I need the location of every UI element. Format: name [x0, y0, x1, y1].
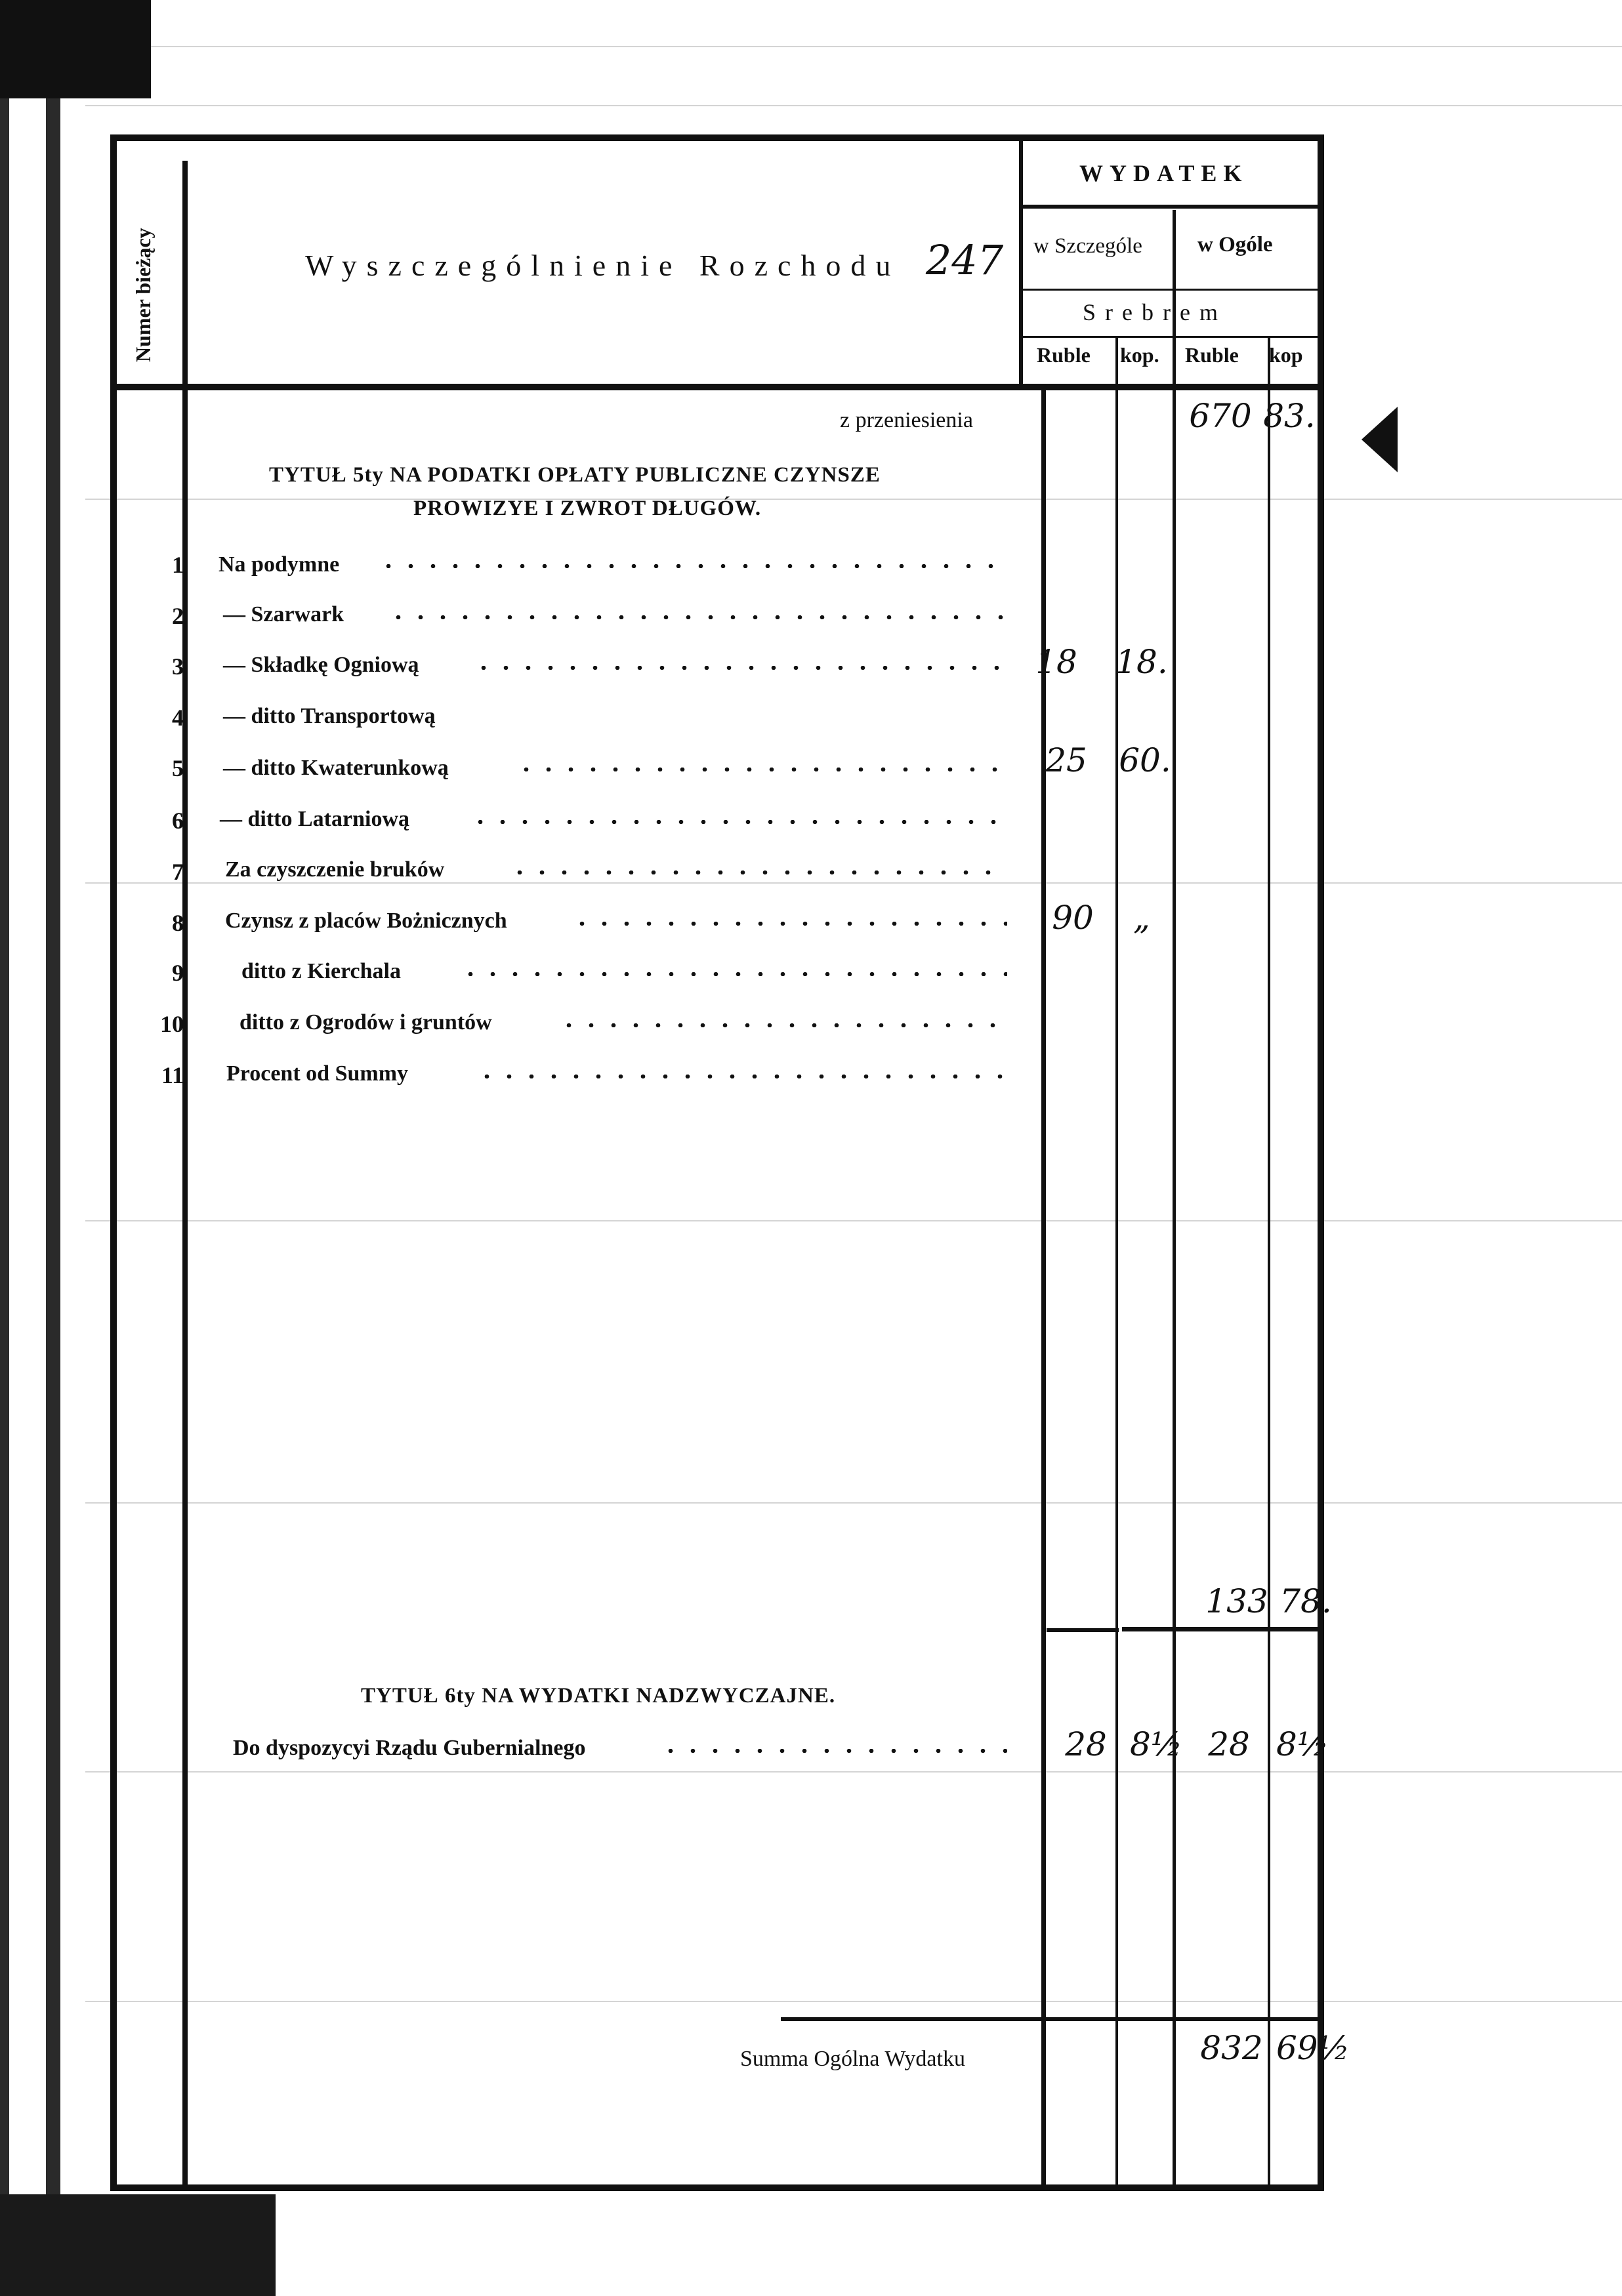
row-label: — ditto Latarniową — [220, 807, 409, 831]
w-szczegole-header: w Szczególe — [1033, 234, 1142, 258]
row-number: 10 — [160, 1011, 184, 1037]
numer-biezacy-header: Numer bieżący — [131, 228, 155, 362]
row-label: Za czyszczenie bruków — [225, 857, 445, 882]
row-label: ditto z Kierchala — [241, 959, 401, 983]
leader-dots — [476, 1075, 1007, 1078]
ruble-header-1: Ruble — [1037, 343, 1091, 367]
row-label: — Składkę Ogniową — [223, 653, 419, 677]
row-number: 4 — [172, 705, 184, 731]
page-number: 247 — [925, 236, 1004, 284]
row-label: Czynsz z placów Bożnicznych — [225, 909, 507, 933]
szczegole-ogole-divider — [1173, 210, 1176, 289]
section5-title-line2: PROWIZYE I ZWROT DŁUGÓW. — [413, 497, 762, 520]
header-line-subcols — [1020, 289, 1319, 291]
row-number: 1 — [172, 552, 184, 578]
section5-total-ruble: 133 — [1205, 1582, 1268, 1620]
carry-over-label: z przeniesienia — [840, 408, 973, 432]
row-ruble-value: 25 — [1045, 741, 1087, 779]
header-line-srebrem — [1020, 336, 1319, 338]
row-ruble-value: 90 — [1052, 899, 1094, 937]
leader-dots — [659, 1749, 1007, 1753]
section5-total-rule-left — [1047, 1628, 1119, 1632]
row-kop-value: 18. — [1115, 643, 1168, 681]
row-number: 8 — [172, 910, 184, 936]
row-label: — Szarwark — [223, 602, 344, 626]
section6-szczegole-kop: 8½ — [1130, 1725, 1183, 1763]
ruble-header-2: Ruble — [1185, 343, 1239, 367]
section6-szczegole-ruble: 28 — [1065, 1725, 1107, 1763]
srebrem-header: Srebrem — [1083, 299, 1227, 325]
w-ogole-header: w Ogóle — [1197, 233, 1273, 256]
row-ruble-value: 18 — [1035, 643, 1077, 681]
description-column-divider — [1019, 141, 1023, 390]
carry-over-kop: 83. — [1263, 397, 1316, 435]
row-label: Procent od Summy — [226, 1061, 409, 1086]
leader-dots — [558, 1023, 1007, 1027]
row-label: Na podymne — [218, 552, 340, 577]
ledger-frame — [110, 134, 1324, 2191]
leader-dots — [469, 820, 1007, 824]
header-bottom-line — [117, 384, 1321, 390]
grand-total-label: Summa Ogólna Wydatku — [740, 2047, 965, 2071]
margin-arrow-icon — [1362, 407, 1398, 472]
section5-title-line1: TYTUŁ 5ty NA PODATKI OPŁATY PUBLICZNE CZYNSZE — [269, 463, 881, 487]
wydatek-header: WYDATEK — [1079, 160, 1249, 186]
section5-total-kop: 78. — [1279, 1582, 1332, 1620]
row-kop-value: 60. — [1119, 741, 1171, 779]
row-number: 9 — [172, 960, 184, 986]
section6-ogole-kop: 8½ — [1276, 1725, 1329, 1763]
carry-over-ruble: 670 — [1189, 397, 1252, 435]
grand-total-kop: 69½ — [1276, 2029, 1350, 2067]
section6-ogole-ruble: 28 — [1208, 1725, 1250, 1763]
section6-row-label: Do dyspozycyi Rządu Gubernialnego — [233, 1736, 586, 1760]
amount-divider-4 — [1268, 338, 1270, 2191]
row-number: 6 — [172, 808, 184, 834]
section6-title: TYTUŁ 6ty NA WYDATKI NADZWYCZAJNE. — [361, 1684, 836, 1708]
grand-total-rule — [781, 2017, 1319, 2021]
leader-dots — [377, 564, 1007, 568]
leader-dots — [571, 922, 1007, 926]
leader-dots — [515, 768, 1007, 771]
row-kop-value: „ — [1133, 899, 1150, 937]
kop-header-1: kop. — [1120, 343, 1159, 367]
scan-top-shadow — [0, 0, 151, 98]
row-label: — ditto Transportową — [223, 704, 436, 728]
row-number: 7 — [172, 859, 184, 885]
header-line-wydatek — [1020, 205, 1319, 209]
grand-total-ruble: 832 — [1200, 2029, 1263, 2067]
rozchod-header-title: Wyszczególnienie Rozchodu — [305, 249, 901, 282]
amount-divider-3 — [1173, 210, 1176, 2191]
row-number: 11 — [161, 1062, 184, 1088]
kop-header-2: kop — [1269, 343, 1303, 367]
scan-bottom-shadow — [0, 2194, 276, 2296]
row-label: — ditto Kwaterunkową — [223, 756, 449, 780]
leader-dots — [459, 972, 1007, 976]
amount-divider-2 — [1115, 338, 1118, 2191]
scan-left-edge — [0, 0, 85, 2296]
row-number: 2 — [172, 603, 184, 629]
row-number: 5 — [172, 755, 184, 781]
row-number: 3 — [172, 653, 184, 680]
leader-dots — [387, 615, 1007, 619]
section5-total-rule-right — [1122, 1627, 1319, 1631]
number-column-divider — [182, 161, 188, 2184]
leader-dots — [509, 871, 1007, 874]
row-label: ditto z Ogrodów i gruntów — [239, 1010, 492, 1035]
leader-dots — [472, 666, 1007, 670]
